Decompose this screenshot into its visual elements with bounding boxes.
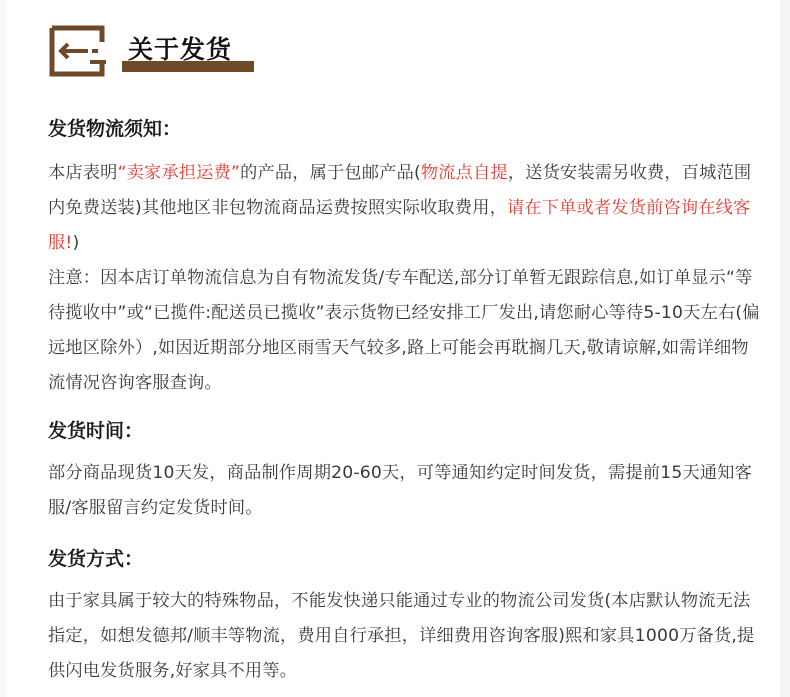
section-heading-notice: 发货物流须知：: [48, 118, 182, 140]
highlight-consult-service: 请在下单或者发货前咨询在线客服!: [48, 198, 751, 253]
text-segment: 本店表明: [48, 163, 118, 183]
text-segment: ，送货安装需另收费，百城范围内免费送装)其他地区非包物流商品运费按照实际收取费用，: [48, 163, 752, 218]
page-title: 关于发货: [128, 35, 233, 64]
shipping-notice-section: [48, 114, 760, 401]
time-paragraph: 部分商品现货10天发，商品制作周期20-60天，可等通知约定时间发货，需提前15天通知客服/客服留言约定发货时间。: [48, 463, 753, 518]
text-segment: ): [72, 233, 80, 253]
notice-paragraph-1: [48, 156, 760, 261]
highlight-quote-open: “: [117, 163, 127, 183]
page-edge-left: [0, 0, 6, 697]
shipping-time-section: [48, 416, 760, 526]
highlight-quote-close: ”: [231, 163, 241, 183]
section-header: [48, 22, 258, 78]
method-paragraph: 由于家具属于较大的特殊物品，不能发快递只能通过专业的物流公司发货(本店默认物流无法指定，如想发德邦/顺丰等物流，费用自行承担，详细费用咨询客服)熙和家具1000万备货,提供闪电发货服务,好家具不用等。: [48, 591, 755, 681]
section-heading-method: 发货方式：: [48, 548, 144, 570]
section-heading-time: 发货时间：: [48, 420, 144, 442]
truck-return-icon: [48, 24, 106, 78]
highlight-self-pickup: 物流点自提: [420, 163, 508, 183]
text-segment: 的产品，属于包邮产品(: [240, 163, 421, 183]
highlight-seller-pays-shipping: 卖家承担运费: [126, 163, 231, 183]
notice-paragraph-2: 注意：因本店订单物流信息为自有物流发货/专车配送,部分订单暂无跟踪信息,如订单显示“等待揽收中”或“已揽件:配送员已揽收”表示货物已经安排工厂发出,请您耐心等待5-10天左右(偏远地区除外）,如因近期部分地区雨雪天气较多,路上可能会再耽搁几天,敬请谅解,如需详细物流情况咨询客服查询。: [48, 268, 760, 393]
shipping-method-section: [48, 544, 760, 689]
page-edge-right: [780, 0, 790, 697]
